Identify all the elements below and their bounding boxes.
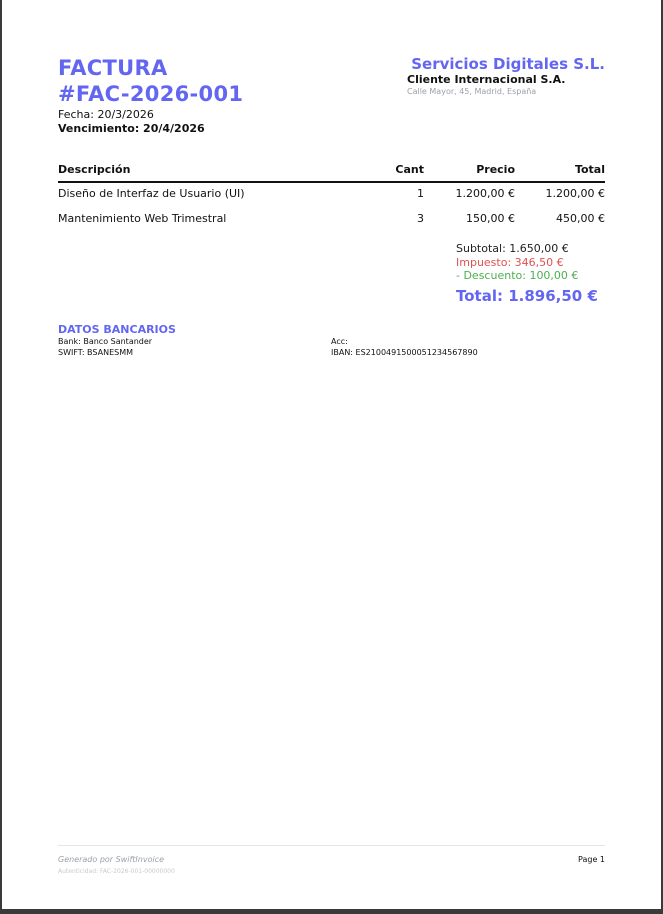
row-price: 1.200,00 € [455, 187, 515, 200]
generated-by: Generado por SwiftInvoice [58, 855, 165, 864]
grand-total: Total: 1.896,50 € [456, 287, 598, 305]
row-total: 1.200,00 € [545, 187, 605, 200]
header-price: Precio [476, 163, 515, 176]
page-number: Page 1 [578, 855, 605, 864]
client-name: Cliente Internacional S.A. [407, 73, 566, 86]
invoice-date: Fecha: 20/3/2026 [58, 108, 154, 121]
invoice-due-date: Vencimiento: 20/4/2026 [58, 122, 205, 135]
header-qty: Cant [395, 163, 424, 176]
bank-swift: SWIFT: BSANESMM [58, 348, 134, 357]
bank-name: Bank: Banco Santander [58, 337, 153, 346]
invoice-number: #FAC-2026-001 [58, 82, 244, 106]
header-description: Descripción [58, 163, 131, 176]
header-total: Total [574, 163, 605, 176]
tax-amount: Impuesto: 346,50 € [456, 256, 564, 269]
row-qty: 3 [417, 212, 424, 225]
client-address: Calle Mayor, 45, Madrid, España [407, 87, 537, 96]
discount-amount: - Descuento: 100,00 € [456, 269, 579, 282]
bank-details-heading: DATOS BANCARIOS [58, 323, 176, 336]
issuer-company-name: Servicios Digitales S.L. [411, 55, 605, 73]
row-total: 450,00 € [556, 212, 605, 225]
row-description: Mantenimiento Web Trimestral [58, 212, 227, 225]
bank-iban: IBAN: ES2100491500051234567890 [331, 348, 478, 357]
footer-divider [58, 845, 605, 846]
authenticity-code: Autenticidad: FAC-2026-001-00000000 [58, 868, 175, 875]
header-divider [58, 181, 605, 183]
bank-account: Acc: [331, 337, 348, 346]
row-price: 150,00 € [466, 212, 515, 225]
row-qty: 1 [417, 187, 424, 200]
invoice-page [2, 0, 661, 909]
row-description: Diseño de Interfaz de Usuario (UI) [58, 187, 245, 200]
invoice-title: FACTURA [58, 56, 168, 80]
subtotal: Subtotal: 1.650,00 € [456, 242, 569, 255]
invoice-content [58, 0, 605, 909]
